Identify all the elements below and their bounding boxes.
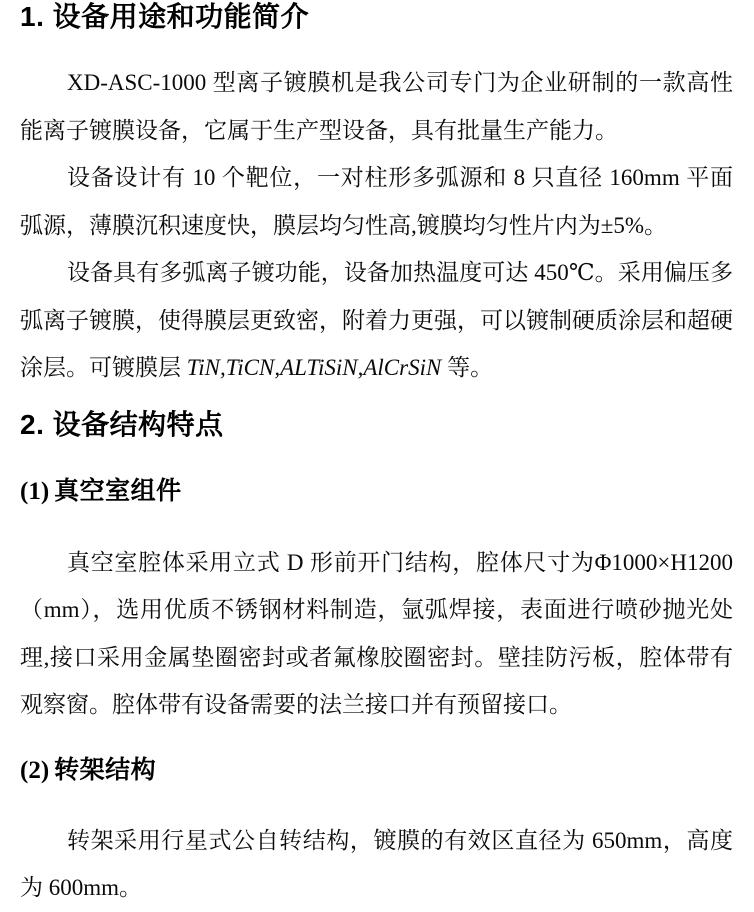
subsection-2-label: 转架结构 xyxy=(54,755,157,784)
paragraph-3-tail-text: 等。 xyxy=(441,355,494,380)
section-1-paragraph-2: 设备设计有 10 个靶位，一对柱形多弧源和 8 只直径 160mm 平面弧源，薄膜沉积速度快，膜层均匀性高,镀膜均匀性片内为±5%。 xyxy=(20,165,733,238)
section-1-paragraph-1: XD-ASC-1000 型离子镀膜机是我公司专门为企业研制的一款高性能离子镀膜设备，它属于生产型设备，具有批量生产能力。 xyxy=(20,70,733,143)
section-2-heading: 2. 设备结构特点 xyxy=(20,408,224,440)
section-1-heading: 1. 设备用途和功能简介 xyxy=(20,1,310,32)
section-2-paragraph-1: 真空室腔体采用立式 D 形前开门结构，腔体尺寸为Φ1000×H1200（mm），选用优质不锈钢材料制造，氩弧焊接，表面进行喷砂抛光处理,接口采用金属垫圈密封或者氟橡胶圈密封。壁挂防污板，腔体带有观察窗。腔体带有设备需要的法兰接口并有预留接口。 xyxy=(20,549,733,717)
section-2-paragraph-2: 转架采用行星式公自转结构，镀膜的有效区直径为 650mm，高度为 600mm。 xyxy=(20,827,733,900)
coating-names-italic: TiN,TiCN,ALTiSiN,AlCrSiN xyxy=(186,355,442,380)
subsection-1-heading xyxy=(20,474,733,509)
section-1-paragraph-3 xyxy=(20,249,733,392)
paragraph-3-lead-text: 设备具有多弧离子镀功能，设备加热温度可达 450℃。采用偏压多弧离子镀膜，使得膜层更致密，附着力更强，可以镀制硬质涂层和超硬涂层。可镀膜层 xyxy=(20,260,733,380)
subsection-1-number: (1) xyxy=(20,477,50,505)
subsection-2-heading xyxy=(20,753,733,788)
subsection-1-label: 真空室组件 xyxy=(54,476,182,505)
subsection-2-number: (2) xyxy=(20,756,50,784)
